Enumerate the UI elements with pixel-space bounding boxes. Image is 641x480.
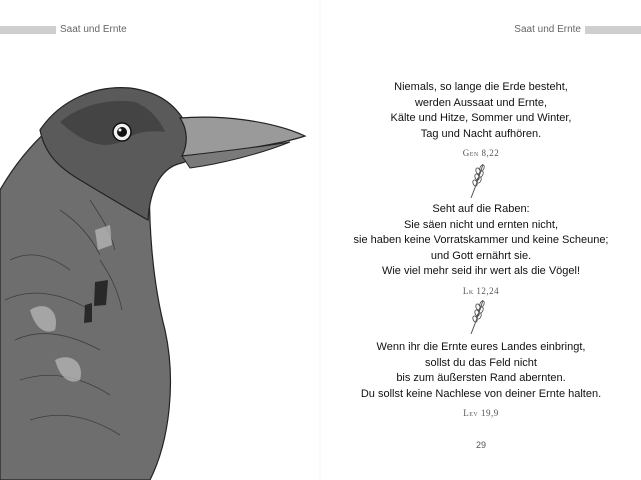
wheat-ear-icon bbox=[467, 296, 487, 336]
verse-line: Niemals, so lange die Erde besteht, bbox=[394, 81, 568, 93]
verse-line: werden Aussaat und Ernte, bbox=[414, 96, 548, 109]
verse-block-2 bbox=[321, 202, 641, 296]
verse-reference: Lk 12,24 bbox=[462, 285, 500, 296]
verse-text bbox=[321, 202, 641, 280]
page-number: 29 bbox=[475, 440, 486, 450]
running-header-left: Saat und Ernte bbox=[60, 24, 127, 35]
verse-reference: Gen 8,22 bbox=[462, 148, 500, 158]
verse-text bbox=[321, 340, 641, 402]
verse-line: bis zum äußersten Rand abernten. bbox=[396, 372, 566, 384]
verse-block-1 bbox=[321, 80, 641, 158]
verse-line: Kälte und Hitze, Sommer und Winter, bbox=[390, 112, 572, 124]
left-page bbox=[0, 0, 320, 480]
header-bar-left bbox=[0, 26, 56, 34]
verse-text bbox=[321, 80, 641, 142]
verse-reference: Lev 19,9 bbox=[463, 408, 499, 418]
verse-line: Seht auf die Raben: bbox=[432, 203, 530, 215]
verse-block-3 bbox=[321, 340, 641, 418]
verse-line: sollst du das Feld nicht bbox=[425, 356, 537, 369]
running-header-right: Saat und Ernte bbox=[514, 24, 581, 35]
right-page bbox=[321, 0, 641, 480]
wheat-ear-icon bbox=[467, 160, 487, 200]
verse-line: Du sollst keine Nachlese von deiner Ernte halten. bbox=[360, 387, 602, 400]
verse-line: und Gott ernährt sie. bbox=[430, 249, 532, 262]
header-bar-right bbox=[585, 26, 641, 34]
verse-line: Sie säen nicht und ernten nicht, bbox=[403, 218, 559, 231]
verse-line: sie haben keine Vorratskammer und keine Scheune; bbox=[353, 234, 609, 246]
verse-line: Wenn ihr die Ernte eures Landes einbringt, bbox=[376, 341, 586, 353]
verse-line: Wie viel mehr seid ihr wert als die Vögel! bbox=[381, 265, 581, 277]
raven-illustration bbox=[0, 60, 320, 480]
verse-line: Tag und Nacht aufhören. bbox=[420, 127, 542, 140]
